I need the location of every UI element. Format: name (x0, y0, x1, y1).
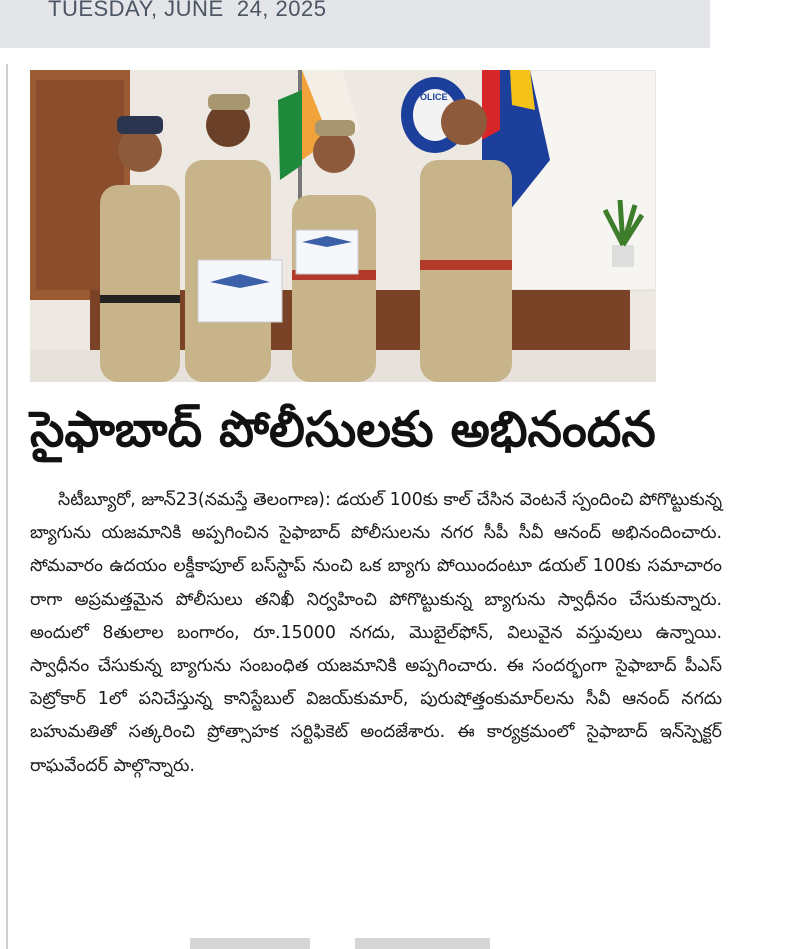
next-headline-fragment (190, 938, 490, 949)
article-body: సిటీబ్యూరో, జూన్23(నమస్తే తెలంగాణ): డయల్ 100కు కాల్ చేసిన వెంటనే స్పందించి పోగొట్టుకున్న బ్యాగును యజమానికి అప్పగించిన సైఫాబాద్ పోలీసులను నగర సీపీ సీవీ ఆనంద్ అభినందించారు. సోమవారం ఉదయం లక్డీకాపూల్ బస్‌స్టాప్ నుంచి ఒక బ్యాగు పోయిందంటూ డయల్ 100కు సమాచారం రాగా అప్రమత్తమైన పోలీసులు తనిఖీ నిర్వహించి పోగొట్టుకున్న బ్యాగును స్వాధీనం చేసుకున్నారు. అందులో 8తులాల బంగారం, రూ.15000 నగదు, మొబైల్‌ఫోన్, విలువైన వస్తువులు ఉన్నాయి. స్వాధీనం చేసుకున్న బ్యాగును సంబంధిత యజమానికి అప్పగించారు. ఈ సందర్భంగా సైఫాబాద్ పీఎస్ పెట్రోకార్ 1లో పనిచేస్తున్న కానిస్టేబుల్ విజయ్‌కుమార్, పురుషోత్తంకుమార్‌లను సీవీ ఆనంద్ నగదు బహుమతితో సత్కరించి ప్రోత్సాహక సర్టిఫికెట్ అందజేశారు. ఈ కార్యక్రమంలో సైఫాబాద్ ఇన్‌స్పెక్టర్ రాఘవేందర్ పాల్గొన్నారు. (30, 490, 722, 776)
photo-illustration (30, 70, 656, 382)
headline: సైఫాబాద్ పోలీసులకు అభినందన (30, 401, 656, 458)
svg-text:POLICE: POLICE (414, 92, 448, 102)
publication-date: TUESDAY, JUNE 24, 2025 (48, 0, 327, 21)
news-photo (30, 70, 656, 382)
column-rule (6, 64, 8, 949)
date-banner (0, 0, 710, 48)
